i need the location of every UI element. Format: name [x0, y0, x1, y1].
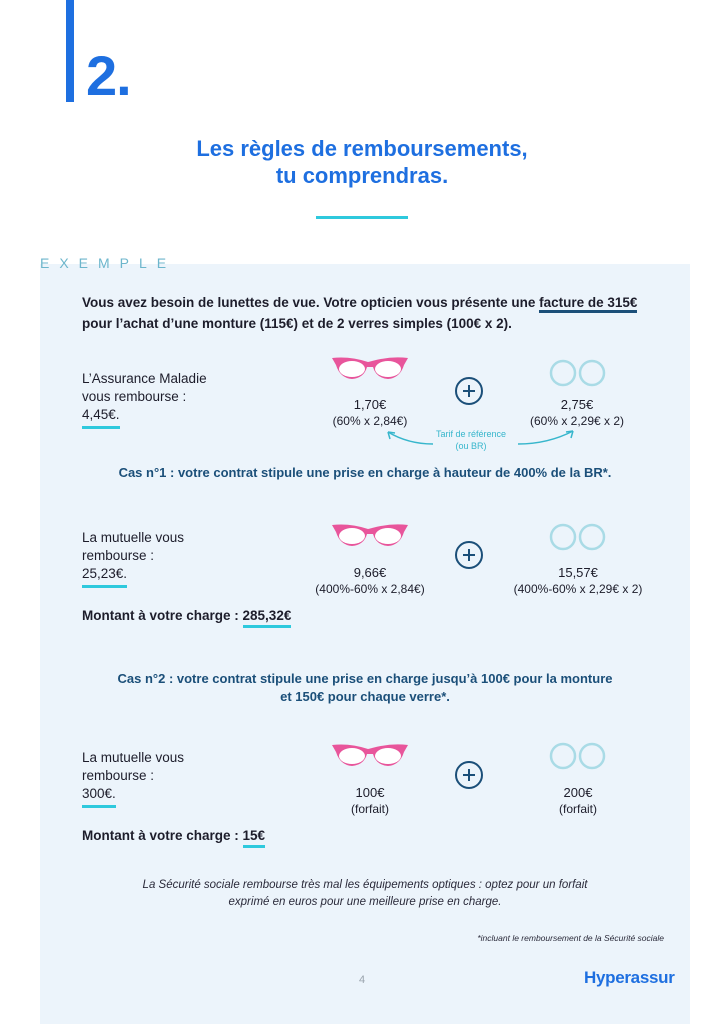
note-line2: exprimé en euros pour une meilleure prise en charge.	[228, 896, 502, 908]
footnote: *incluant le remboursement de la Sécurité sociale	[477, 933, 664, 943]
block2-label	[82, 529, 184, 588]
block2-amount: 25,23€.	[82, 565, 127, 588]
block2-charge-amount: 285,32€	[243, 608, 292, 628]
block1-label-line1: L’Assurance Maladie	[82, 371, 207, 386]
block3-amount: 300€.	[82, 785, 116, 808]
block1-frame-detail: (60% x 2,84€)	[332, 414, 408, 428]
block3-lens-detail: (forfait)	[558, 802, 597, 816]
plus-circle-icon	[455, 761, 483, 789]
block2-label-line1: La mutuelle vous	[82, 530, 185, 545]
block2-charge-label: Montant à votre charge :	[82, 608, 243, 623]
note-line1: La Sécurité sociale rembourse très mal les équipements optiques : optez pour un forfait	[142, 879, 588, 891]
section-accent-bar	[66, 0, 74, 102]
plus-circle-icon	[455, 377, 483, 405]
block2-charge	[82, 608, 291, 623]
lenses-icon	[548, 741, 608, 771]
block3-label-line1: La mutuelle vous	[82, 750, 185, 765]
block2-frame-detail: (400%-60% x 2,84€)	[315, 582, 425, 596]
block2-frame-value	[300, 564, 440, 598]
block3-lens-amount: 200€	[563, 785, 593, 800]
block1-lens-detail: (60% x 2,29€ x 2)	[529, 414, 625, 428]
block3-charge-label: Montant à votre charge :	[82, 828, 243, 843]
intro-part1: Vous avez besoin de lunettes de vue. Votre opticien vous présente une	[82, 295, 540, 310]
block1-lens-amount: 2,75€	[560, 397, 594, 412]
block3-charge	[82, 828, 265, 843]
block3-frame-value	[310, 784, 430, 818]
title-line-1: Les règles de remboursements,	[196, 136, 528, 161]
block3-frame-detail: (forfait)	[350, 802, 389, 816]
block1-label	[82, 370, 207, 429]
intro-text	[82, 292, 672, 334]
plus-circle-icon	[455, 541, 483, 569]
intro-part2: pour l’achat d’une monture (115€) et de 2 verres simples (100€ x 2).	[82, 316, 512, 331]
section-number: 2.	[86, 44, 131, 107]
block2-lens-value	[498, 564, 658, 598]
title-divider	[316, 216, 408, 219]
lenses-icon	[548, 522, 608, 552]
block2-frame-amount: 9,66€	[353, 565, 387, 580]
cat-eye-glasses-icon	[330, 742, 410, 772]
cat-eye-glasses-icon	[330, 355, 410, 385]
cas2-line2: et 150€ pour chaque verre*.	[280, 689, 450, 704]
title-line-2: tu comprendras.	[275, 163, 449, 188]
block1-amount: 4,45€.	[82, 406, 120, 429]
security-note	[40, 877, 690, 911]
brand-logo: Hyperassur	[584, 968, 675, 987]
block3-frame-amount: 100€	[355, 785, 385, 800]
cas1-text: Cas n°1 : votre contrat stipule une prise en charge à hauteur de 400% de la BR*.	[118, 465, 612, 480]
intro-highlight: facture de 315€	[539, 295, 637, 313]
cas2-line1: Cas n°2 : votre contrat stipule une prise en charge jusqu’à 100€ pour la monture	[117, 671, 613, 686]
block2-lens-detail: (400%-60% x 2,29€ x 2)	[513, 582, 643, 596]
block3-charge-amount: 15€	[243, 828, 266, 848]
page-number: 4	[358, 974, 366, 986]
cat-eye-glasses-icon	[330, 522, 410, 552]
tarif-reference-label	[430, 428, 512, 452]
tarif-line1: Tarif de référence	[435, 429, 507, 439]
block1-frame-amount: 1,70€	[353, 397, 387, 412]
block2-lens-amount: 15,57€	[558, 565, 598, 580]
block2-label-line2: rembourse :	[82, 548, 155, 563]
block3-label	[82, 749, 184, 808]
tarif-line2: (ou BR)	[455, 441, 487, 451]
exemple-label: EXEMPLE	[40, 255, 177, 271]
lenses-icon	[548, 358, 608, 388]
cas2-text	[40, 670, 690, 706]
page-title	[0, 135, 724, 189]
block3-lens-value	[518, 784, 638, 818]
block1-label-line2: vous rembourse :	[82, 389, 187, 404]
block3-label-line2: rembourse :	[82, 768, 155, 783]
